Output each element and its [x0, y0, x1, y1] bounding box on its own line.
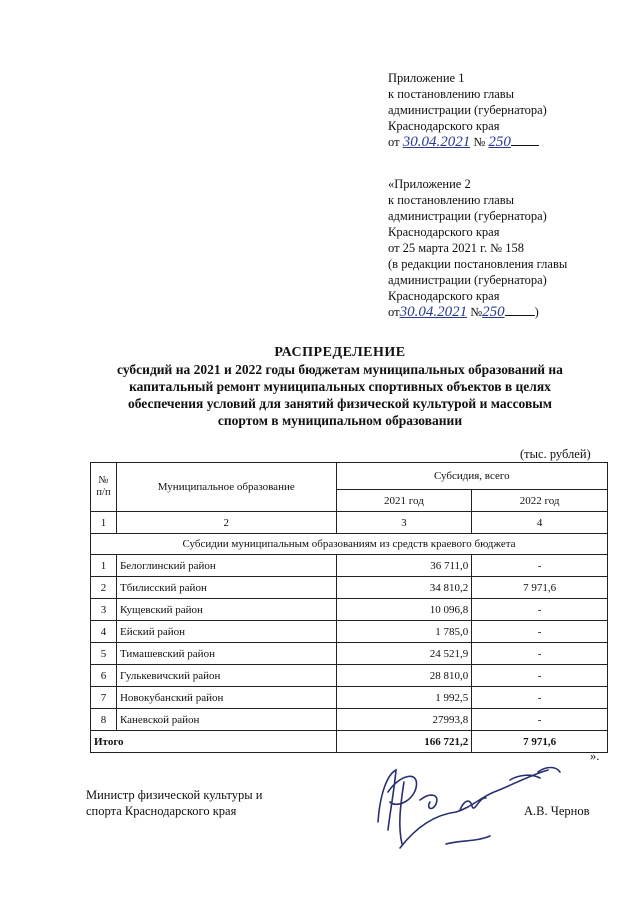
appendix-2-header — [388, 176, 567, 320]
municipality-name: Тимашевский район — [116, 643, 336, 665]
signatory-name: А.В. Чернов — [524, 804, 590, 818]
row-number: 6 — [91, 665, 117, 687]
subsidy-2022: - — [472, 555, 608, 577]
subsidy-2021: 27993,8 — [336, 709, 472, 731]
appendix-2-line: от 25 марта 2021 г. № 158 — [388, 241, 524, 255]
subsidy-2022: - — [472, 687, 608, 709]
row-number: 8 — [91, 709, 117, 731]
appendix-1-date-line — [388, 134, 547, 150]
subsidy-2022: - — [472, 621, 608, 643]
column-number: 2 — [116, 512, 336, 534]
signatory-position-line: Министр физической культуры и — [86, 788, 263, 802]
appendix-2-line: Краснодарского края — [388, 225, 500, 239]
table-row — [91, 621, 608, 643]
subsidy-2021: 10 096,8 — [336, 599, 472, 621]
table-row — [91, 665, 608, 687]
row-number: 1 — [91, 555, 117, 577]
column-number: 4 — [472, 512, 608, 534]
header-2021: 2021 год — [336, 490, 472, 512]
column-number: 3 — [336, 512, 472, 534]
from-label: от — [388, 135, 400, 149]
subsidy-table — [90, 462, 608, 753]
header-municipality: Муниципальное образование — [116, 463, 336, 512]
table-row — [91, 577, 608, 599]
title-line: капитальный ремонт муниципальных спортивных объектов в целях — [129, 379, 551, 394]
handwritten-signature — [360, 752, 570, 872]
subsidy-2021: 28 810,0 — [336, 665, 472, 687]
header-2022: 2022 год — [472, 490, 608, 512]
signatory-position-line: спорта Краснодарского края — [86, 804, 237, 818]
appendix-2-line: Краснодарского края — [388, 289, 500, 303]
subsidy-2022: - — [472, 709, 608, 731]
column-number: 1 — [91, 512, 117, 534]
column-numbers-row — [91, 512, 608, 534]
handwritten-date: 30.04.2021 — [399, 304, 468, 320]
total-label: Итого — [91, 731, 337, 753]
appendix-2-line: администрации (губернатора) — [388, 209, 547, 223]
row-number: 2 — [91, 577, 117, 599]
subsidy-2021: 34 810,2 — [336, 577, 472, 599]
end-quote: ». — [590, 749, 600, 763]
number-label: № — [470, 305, 483, 319]
municipality-name: Гулькевичский район — [116, 665, 336, 687]
section-row — [91, 534, 608, 555]
appendix-1-title: Приложение 1 — [388, 71, 465, 85]
from-label: от — [388, 305, 400, 319]
handwritten-number: 250 — [482, 304, 505, 320]
table-row — [91, 687, 608, 709]
appendix-2-line: администрации (губернатора) — [388, 273, 547, 287]
subsidy-2021: 36 711,0 — [336, 555, 472, 577]
subsidy-2022: 7 971,6 — [472, 577, 608, 599]
header-number: № п/п — [91, 463, 117, 512]
total-2022: 7 971,6 — [472, 731, 608, 753]
municipality-name: Ейский район — [116, 621, 336, 643]
municipality-name: Каневской район — [116, 709, 336, 731]
appendix-1-line: к постановлению главы — [388, 87, 515, 101]
municipality-name: Тбилисский район — [116, 577, 336, 599]
total-row — [91, 731, 608, 753]
title-main: РАСПРЕДЕЛЕНИЕ — [274, 345, 406, 360]
municipality-name: Белоглинский район — [116, 555, 336, 577]
handwritten-date: 30.04.2021 — [402, 134, 471, 150]
subsidy-2021: 1 785,0 — [336, 621, 472, 643]
appendix-1-line: Краснодарского края — [388, 119, 500, 133]
title-line: спортом в муниципальном образовании — [217, 413, 463, 428]
subsidy-2022: - — [472, 665, 608, 687]
document-title — [60, 344, 620, 429]
appendix-1-header — [388, 70, 547, 150]
units-label: (тыс. рублей) — [520, 447, 591, 461]
subsidy-2022: - — [472, 599, 608, 621]
municipality-name: Новокубанский район — [116, 687, 336, 709]
subsidy-2021: 1 992,5 — [336, 687, 472, 709]
section-title: Субсидии муниципальным образованиям из средств краевого бюджета — [91, 534, 608, 555]
table-row — [91, 709, 608, 731]
total-2021: 166 721,2 — [336, 731, 472, 753]
row-number: 3 — [91, 599, 117, 621]
table-row — [91, 643, 608, 665]
appendix-1-line: администрации (губернатора) — [388, 103, 547, 117]
municipality-name: Кущевский район — [116, 599, 336, 621]
appendix-2-date-line — [388, 304, 567, 320]
row-number: 7 — [91, 687, 117, 709]
table-header-row — [91, 463, 608, 490]
subsidy-2021: 24 521,9 — [336, 643, 472, 665]
title-line: субсидий на 2021 и 2022 годы бюджетам муниципальных образований на — [117, 362, 563, 377]
number-label: № — [473, 135, 486, 149]
appendix-2-line: к постановлению главы — [388, 193, 515, 207]
signatory-position — [86, 787, 262, 819]
row-number: 5 — [91, 643, 117, 665]
subsidy-2022: - — [472, 643, 608, 665]
row-number: 4 — [91, 621, 117, 643]
appendix-2-title: «Приложение 2 — [388, 177, 471, 191]
table-row — [91, 599, 608, 621]
appendix-2-line: (в редакции постановления главы — [388, 257, 568, 271]
title-line: обеспечения условий для занятий физической культурой и массовым — [127, 396, 553, 411]
closing-paren: ) — [534, 305, 539, 319]
handwritten-number: 250 — [488, 134, 511, 150]
header-subsidy-total: Субсидия, всего — [336, 463, 607, 490]
table-row — [91, 555, 608, 577]
